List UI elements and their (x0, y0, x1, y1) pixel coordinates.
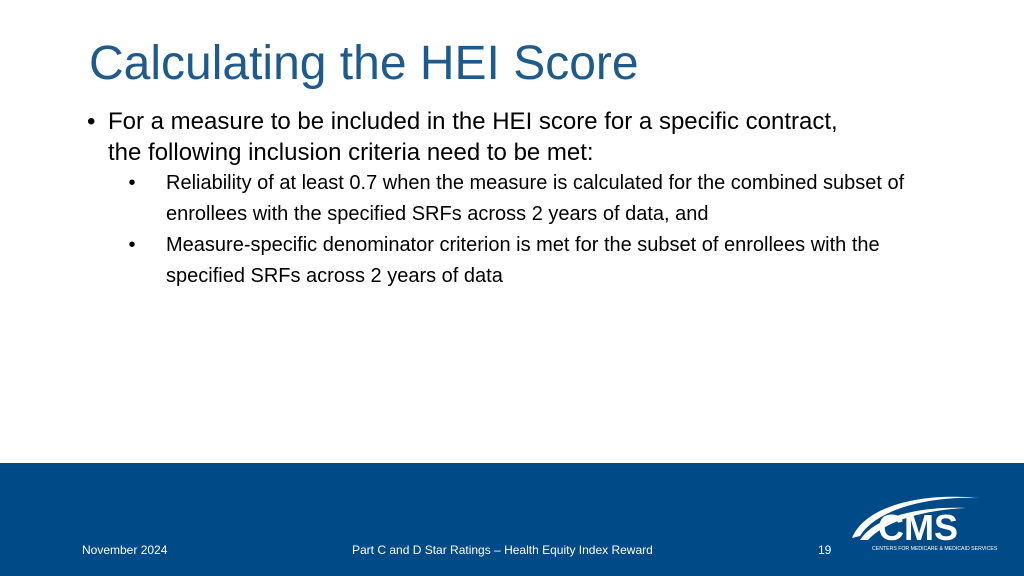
main-bullet (87, 106, 877, 168)
sub-bullet-list (125, 168, 915, 292)
main-bullet-text: For a measure to be included in the HEI score for a specific contract, the following inclusion criteria need to be met: (108, 108, 838, 166)
page-number: 19 (818, 543, 832, 557)
sub-bullet-item (125, 168, 915, 230)
logo-text: CMS (878, 507, 958, 548)
slide-title: Calculating the HEI Score (89, 37, 639, 90)
bullet-marker: • (87, 108, 96, 135)
sub-bullet-marker: • (128, 234, 136, 256)
footer-date: November 2024 (82, 543, 168, 557)
cms-logo (846, 490, 1006, 556)
logo-subtitle: CENTERS FOR MEDICARE & MEDICAID SERVICES (872, 546, 998, 552)
sub-bullet-item (125, 230, 915, 292)
sub-bullet-marker: • (128, 172, 136, 194)
footer-title: Part C and D Star Ratings – Health Equity Index Reward (352, 543, 653, 557)
sub-bullet-text: Measure-specific denominator criterion is met for the subset of enrollees with the specified SRFs across 2 years of data (166, 234, 880, 287)
sub-bullet-text: Reliability of at least 0.7 when the measure is calculated for the combined subset of enrollees with the specified SRFs across 2 years of data, and (166, 172, 905, 225)
